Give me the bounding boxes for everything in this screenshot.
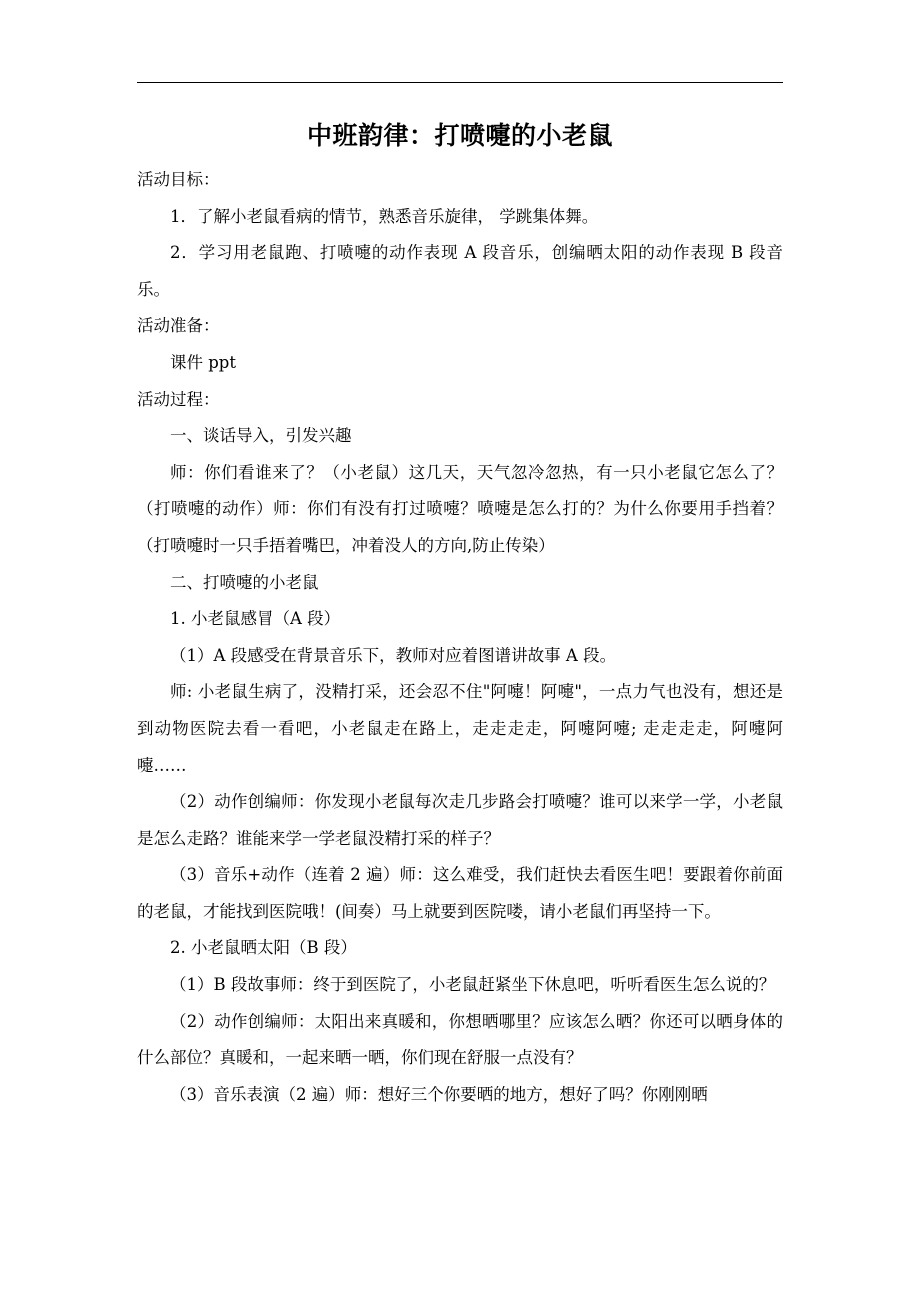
body-paragraph: 二、打喷嚏的小老鼠 [170, 572, 319, 592]
body-paragraph: 2．学习用老鼠跑、打喷嚏的动作表现 A 段音乐，创编晒太阳的动作表现 B 段音乐。 [137, 243, 783, 299]
body-paragraph: （2）动作创编师：太阳出来真暖和，你想晒哪里？应该怎么晒？你还可以晒身体的什么部位？真暖和，一起来晒一晒，你们现在舒服一点没有？ [137, 1011, 783, 1068]
body-paragraph: （1）B 段故事师：终于到医院了，小老鼠赶紧坐下休息吧，听听看医生怎么说的？ [170, 975, 776, 995]
body-paragraph: （2）动作创编师：你发现小老鼠每次走几步路会打喷嚏？谁可以来学一学，小老鼠是怎么走路？谁能来学一学老鼠没精打采的样子？ [137, 792, 783, 848]
document-body [137, 162, 783, 1113]
body-paragraph: 活动目标： [137, 170, 220, 189]
document-title: 中班韵律：打喷嚏的小老鼠 [306, 121, 613, 150]
body-paragraph: 1．了解小老鼠看病的情节，熟悉音乐旋律， 学跳集体舞。 [170, 206, 599, 226]
body-paragraph: 一、谈话导入，引发兴趣 [170, 426, 352, 446]
body-paragraph: 活动过程： [137, 389, 220, 409]
body-paragraph: 活动准备： [137, 316, 220, 336]
body-paragraph: （3）音乐表演（2 遍）师：想好三个你要晒的地方，想好了吗？你刚刚晒 [170, 1084, 708, 1104]
body-paragraph: 课件 ppt [170, 352, 236, 372]
header-rule [137, 82, 783, 83]
body-paragraph: 师: 小老鼠生病了，没精打采，还会忍不住"阿嚏！阿嚏"，一点力气也没有，想还是到动物医院去看一看吧，小老鼠走在路上，走走走走，阿嚏阿嚏; 走走走走，阿嚏阿嚏…… [137, 682, 783, 775]
body-paragraph: 1. 小老鼠感冒（A 段） [170, 609, 341, 629]
body-paragraph: 2. 小老鼠晒太阳（B 段） [170, 938, 357, 958]
body-paragraph: （1）A 段感受在背景音乐下，教师对应着图谱讲故事 A 段。 [170, 645, 617, 665]
body-paragraph: 师：你们看谁来了？（小老鼠）这几天，天气忽冷忽热，有一只小老鼠它怎么了？（打喷嚏的动作）师：你们有没有打过喷嚏？喷嚏是怎么打的？为什么你要用手挡着？（打喷嚏时一只手捂着嘴巴，冲着没人的方向,防止传染） [137, 462, 783, 555]
body-paragraph: （3）音乐+动作（连着 2 遍）师：这么难受，我们赶快去看医生吧！要跟着你前面的老鼠，才能找到医院哦！(间奏）马上就要到医院喽，请小老鼠们再坚持一下。 [137, 865, 783, 921]
